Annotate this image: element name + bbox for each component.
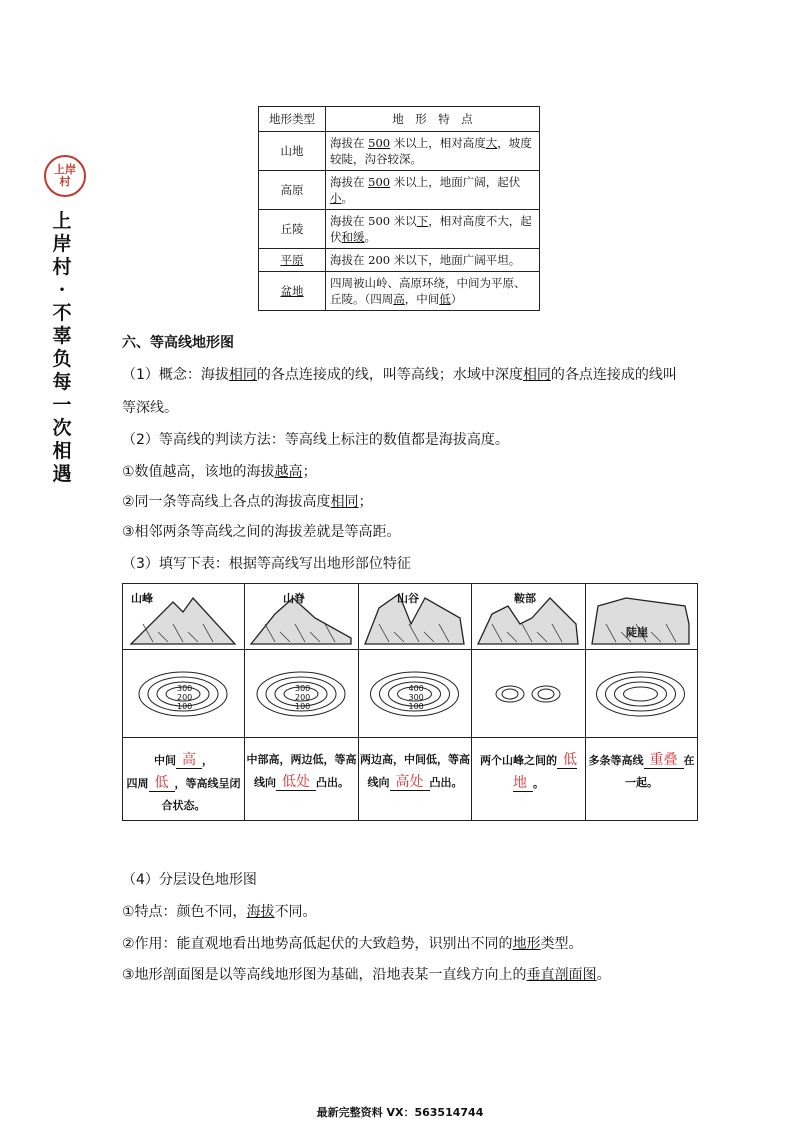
landform-answer: 中部高，两边低，等高线向 低处 凸出。 xyxy=(246,753,357,790)
landform-cell xyxy=(123,584,245,820)
terrain-table xyxy=(258,106,540,311)
contour-line xyxy=(538,689,554,699)
landform-answer: 两边高，中间低，等高线向 高处 凸出。 xyxy=(360,753,470,790)
paragraph-layered-function: ②作用：能直观地看出地势高低起伏的大致趋势，识别出不同的地形类型。 xyxy=(122,936,583,952)
landform-illustration xyxy=(123,584,243,736)
contour-value: 100 xyxy=(408,702,424,711)
contour-line xyxy=(597,672,685,716)
paragraph-rule-3: ③相邻两条等高线之间的海拔差就是等高距。 xyxy=(122,524,401,540)
paragraph-fill-table: （3）填写下表：根据等高线写出地形部位特征 xyxy=(122,556,411,572)
landform-label: 陡崖 xyxy=(626,626,648,639)
contour-line xyxy=(502,689,518,699)
paragraph-concept-cont: 等深线。 xyxy=(122,400,178,416)
landform-label: 山脊 xyxy=(283,592,305,605)
landform-label: 鞍部 xyxy=(514,592,536,605)
landform-label: 山峰 xyxy=(131,592,153,605)
section-heading: 六、等高线地形图 xyxy=(122,335,234,351)
table-header-feature: 地 形 特 点 xyxy=(326,107,540,132)
table-row: 高原 海拔在 500 米以上，地面广阔，起伏小。 xyxy=(259,171,540,210)
footer-contact: 最新完整资料 VX：563514744 xyxy=(316,1106,484,1119)
landform-cell xyxy=(586,584,697,820)
landform-illustration xyxy=(472,584,584,736)
table-row: 平原 海拔在 200 米以下，地面广阔平坦。 xyxy=(259,249,540,272)
contour-value: 200 xyxy=(295,693,311,702)
paragraph-reading: （2）等高线的判读方法：等高线上标注的数值都是海拔高度。 xyxy=(122,432,509,448)
paragraph-layered: （4）分层设色地形图 xyxy=(122,872,257,888)
contour-value: 400 xyxy=(408,684,424,693)
landform-answer: 两个山峰之间的 低地 。 xyxy=(480,752,577,791)
contour-value: 300 xyxy=(408,693,424,702)
contour-value: 300 xyxy=(295,684,311,693)
contour-line xyxy=(532,686,560,702)
landform-illustration xyxy=(586,584,695,736)
seal-logo: 上岸村 xyxy=(44,155,86,197)
paragraph-profile: ③地形剖面图是以等高线地形图为基础，沿地表某一直线方向上的垂直剖面图。 xyxy=(122,967,611,983)
landform-figure-table xyxy=(122,583,698,821)
landform-cell xyxy=(359,584,472,820)
landform-cell xyxy=(245,584,359,820)
contour-value: 100 xyxy=(295,702,311,711)
landform-answer: 多条等高线 重叠 在一起。 xyxy=(588,752,695,789)
table-row: 山地 海拔在 500 米以上，相对高度大，坡度较陡，沟谷较深。 xyxy=(259,132,540,171)
paragraph-rule-1: ①数值越高，该地的海拔越高； xyxy=(122,464,317,480)
table-header-type: 地形类型 xyxy=(259,107,326,132)
table-row: 丘陵 海拔在 500 米以下，相对高度不大，起伏和缓。 xyxy=(259,210,540,249)
paragraph-layered-feature: ①特点：颜色不同，海拔不同。 xyxy=(122,904,317,920)
contour-line xyxy=(496,686,524,702)
contour-value: 100 xyxy=(177,702,193,711)
sidebar-slogan: 上 岸 村 · 不 辜 负 每 一 次 相 遇 xyxy=(52,210,72,485)
landform-answer: 中间 高 ， 四周 低 ，等高线呈闭合状态。 xyxy=(126,752,241,812)
landform-label: 山谷 xyxy=(397,592,419,605)
contour-value: 300 xyxy=(177,684,193,693)
table-row: 盆地 四周被山岭、高原环绕，中间为平原、丘陵。（四周高，中间低） xyxy=(259,272,540,311)
contour-line xyxy=(615,682,667,706)
paragraph-concept: （1）概念：海拔相同的各点连接成的线，叫等高线；水域中深度相同的各点连接成的线叫 xyxy=(122,367,677,383)
contour-value: 200 xyxy=(177,693,193,702)
contour-line xyxy=(624,687,658,701)
landform-illustration xyxy=(245,584,357,736)
paragraph-rule-2: ②同一条等高线上各点的海拔高度相同； xyxy=(122,494,373,510)
landform-illustration xyxy=(359,584,470,736)
landform-cell xyxy=(472,584,586,820)
